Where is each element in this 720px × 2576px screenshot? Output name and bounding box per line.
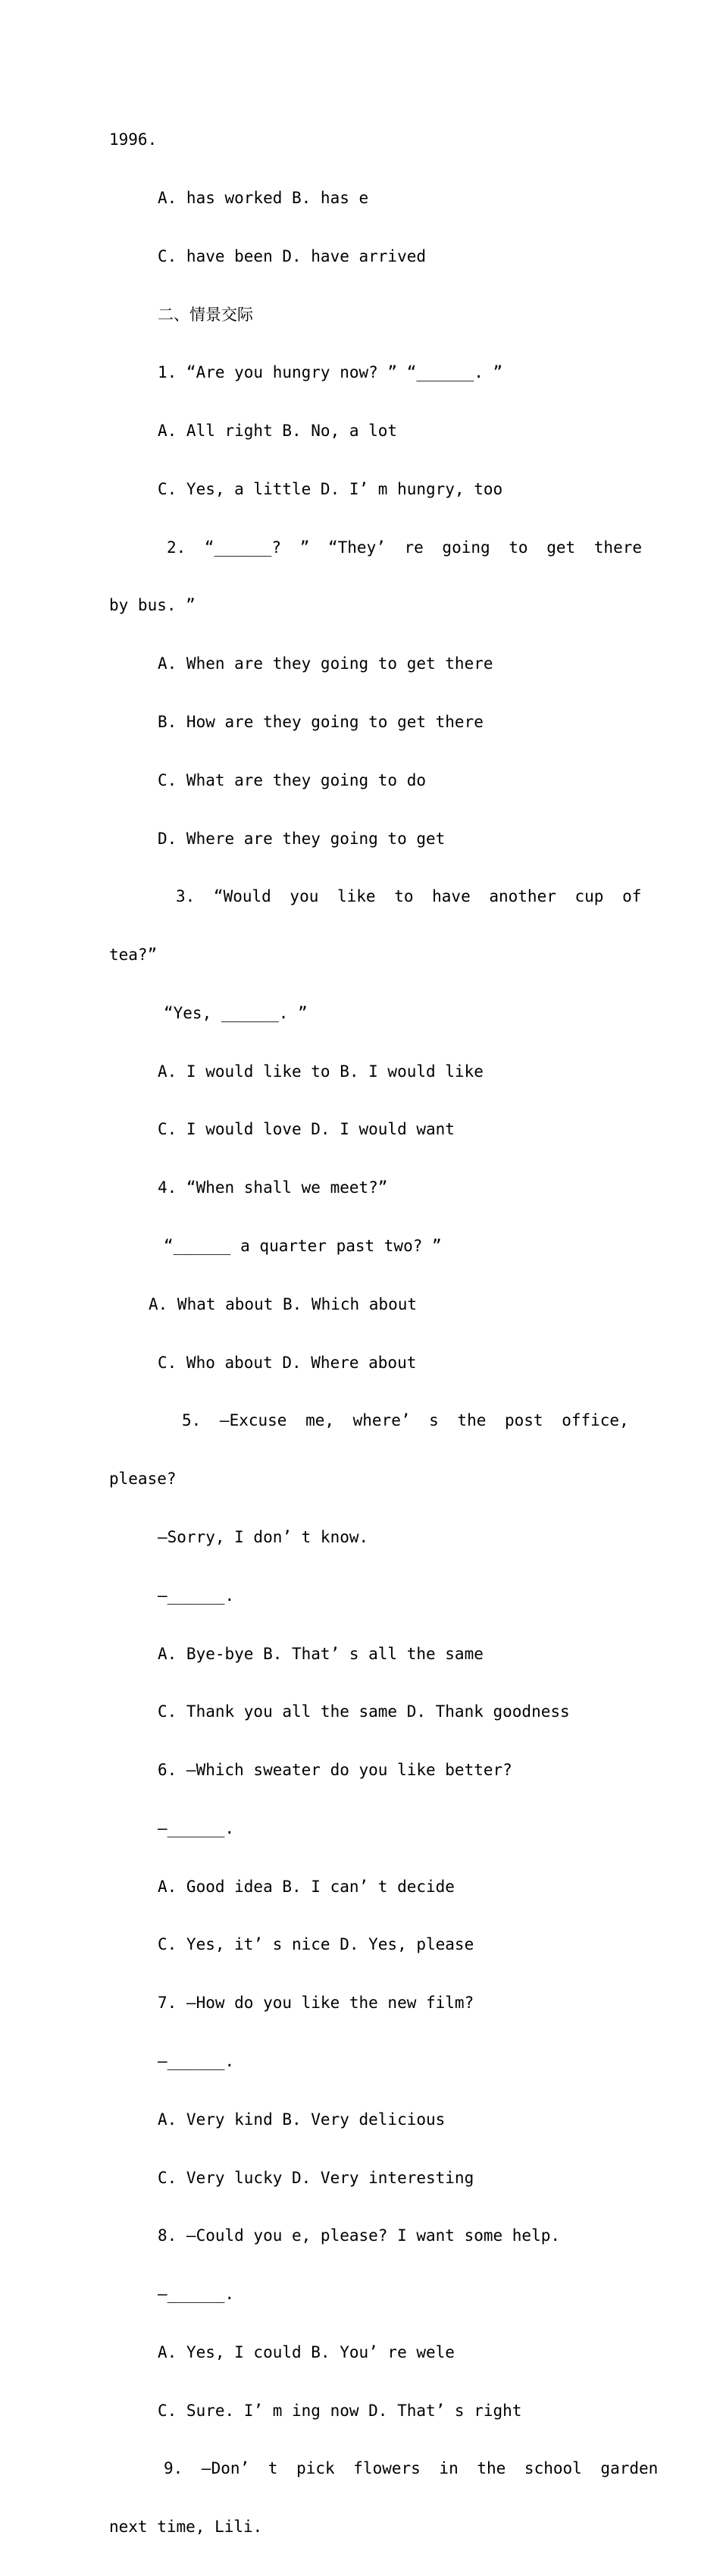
answer-prompt: —______. bbox=[158, 1818, 235, 1837]
answer-prompt: —______. bbox=[158, 1586, 235, 1605]
question-line: 2. “______? ” “They’ re going to get there bbox=[167, 538, 643, 557]
question-continuation: by bus. ” bbox=[109, 596, 196, 615]
question-continuation: please? bbox=[109, 1470, 177, 1489]
question-line: 8. —Could you e, please? I want some help. bbox=[158, 2226, 561, 2245]
option-line: A. Yes, I could B. You’ re wele bbox=[158, 2342, 455, 2361]
option-line: C. have been D. have arrived bbox=[158, 246, 427, 265]
document-text bbox=[109, 92, 659, 2576]
option-line: A. has worked B. has e bbox=[158, 188, 369, 207]
question-line: 4. “When shall we meet?” bbox=[158, 1178, 388, 1197]
option-line: A. All right B. No, a lot bbox=[158, 422, 398, 441]
dialogue-line: —Sorry, I don’ t know. bbox=[158, 1527, 369, 1546]
question-line: 6. —Which sweater do you like better? bbox=[158, 1761, 512, 1780]
question-line: 5. —Excuse me, where’ s the post office, bbox=[182, 1411, 629, 1430]
answer-prompt: “______ a quarter past two? ” bbox=[164, 1237, 442, 1256]
option-line: C. Sure. I’ m ing now D. That’ s right bbox=[158, 2401, 522, 2420]
question-line: 1. “Are you hungry now? ” “______. ” bbox=[158, 363, 503, 382]
option-line: C. What are they going to do bbox=[158, 770, 427, 789]
option-line: C. Yes, a little D. I’ m hungry, too bbox=[158, 479, 503, 498]
answer-prompt: —______. bbox=[158, 2285, 235, 2304]
option-line: A. Good idea B. I can’ t decide bbox=[158, 1877, 455, 1896]
option-line: C. Yes, it’ s nice D. Yes, please bbox=[158, 1935, 474, 1954]
option-line: C. Who about D. Where about bbox=[158, 1353, 417, 1372]
question-continuation: tea?” bbox=[109, 946, 158, 965]
question-continuation: next time, Lili. bbox=[109, 2518, 263, 2537]
answer-prompt: —______. bbox=[158, 2051, 235, 2070]
question-line: 7. —How do you like the new film? bbox=[158, 1994, 474, 2013]
option-line: A. Very kind B. Very delicious bbox=[158, 2110, 446, 2129]
question-line: 9. —Don’ t pick flowers in the school garden bbox=[164, 2459, 659, 2478]
option-line: C. Thank you all the same D. Thank goodness bbox=[158, 1702, 570, 1721]
option-line: A. I would like to B. I would like bbox=[158, 1062, 484, 1081]
option-line: C. Very lucky D. Very interesting bbox=[158, 2168, 474, 2187]
option-line: D. Where are they going to get bbox=[158, 829, 446, 848]
option-line: A. What about B. Which about bbox=[149, 1294, 418, 1313]
option-line: A. Bye-bye B. That’ s all the same bbox=[158, 1644, 484, 1663]
question-line: 3. “Would you like to have another cup of bbox=[176, 887, 642, 906]
option-line: B. How are they going to get there bbox=[158, 713, 484, 731]
section-heading: 二、情景交际 bbox=[158, 305, 253, 324]
text-line: 1996. bbox=[109, 130, 158, 149]
answer-prompt: “Yes, ______. ” bbox=[164, 1003, 308, 1022]
option-line: C. I would love D. I would want bbox=[158, 1120, 455, 1139]
option-line: A. When are they going to get there bbox=[158, 654, 493, 673]
